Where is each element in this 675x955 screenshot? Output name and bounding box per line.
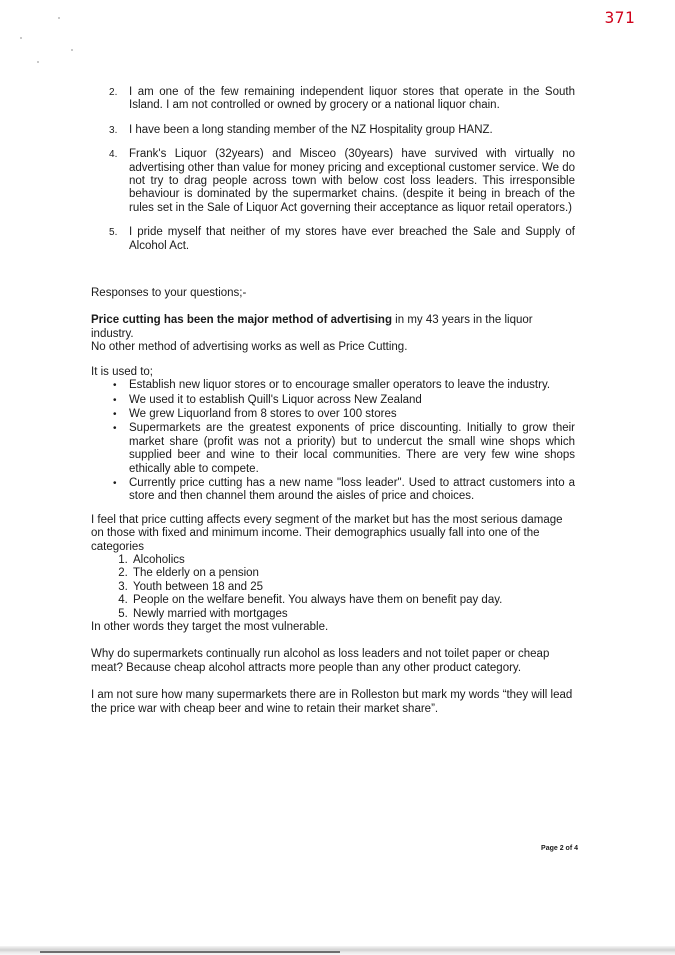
uses-item: • We grew Liquorland from 8 stores to over 100 stores bbox=[91, 408, 575, 421]
supermarket-paragraph: Why do supermarkets continually run alcohol as loss leaders and not toilet paper or cheap meat? Because cheap alcohol attracts more people than any other product category. bbox=[91, 648, 550, 674]
uses-bullet-list bbox=[91, 379, 575, 504]
category-item: 5. Newly married with mortgages bbox=[131, 608, 575, 621]
category-item: 2. The elderly on a pension bbox=[131, 567, 575, 580]
price-cutting-bold: Price cutting has been the major method of advertising bbox=[91, 314, 392, 327]
target-line: In other words they target the most vulnerable. bbox=[91, 621, 329, 633]
intro-item: I am one of the few remaining independent liquor stores that operate in the South Island. I am not controlled or owned by grocery or a national liquor chain. bbox=[129, 86, 575, 112]
used-to-label: It is used to; bbox=[91, 365, 154, 378]
page-stamp-number: 371 bbox=[604, 8, 635, 27]
responses-heading: Responses to your questions;- bbox=[91, 287, 247, 300]
uses-item: • We used it to establish Quill's Liquor across New Zealand bbox=[91, 394, 575, 407]
price-cutting-rest: in my 43 years in the liquor industry. bbox=[91, 314, 533, 340]
category-item: 4. People on the welfare benefit. You always have them on benefit pay day. bbox=[131, 594, 575, 607]
intro-item: Frank's Liquor (32years) and Misceo (30years) have survived with virtually no advertising other than value for money pricing and exceptional customer service. We do not try to drag people across town with below cost loss leaders. This irresponsible behaviour is dominated by the supermarket chains. (despite it being in breach of the rules set in the Sale of Liquor Act governing their acceptance as liquor retail operators.) bbox=[129, 148, 575, 214]
document-body bbox=[91, 86, 575, 716]
intro-numbered-list bbox=[91, 86, 575, 253]
price-cutting-second-line: No other method of advertising works as well as Price Cutting. bbox=[91, 341, 408, 354]
category-item: 3. Youth between 18 and 25 bbox=[131, 581, 575, 594]
intro-item: I have been a long standing member of the NZ Hospitality group HANZ. bbox=[129, 123, 493, 136]
feel-paragraph: I feel that price cutting affects every segment of the market but has the most serious damage on those with fixed and minimum income. Their demographics usually fall into one of the categories bbox=[91, 513, 563, 553]
scan-bottom-edge-shadow bbox=[40, 951, 340, 953]
categories-list bbox=[91, 554, 575, 621]
uses-item: • Establish new liquor stores or to encourage smaller operators to leave the industry. bbox=[91, 379, 575, 392]
intro-item: I pride myself that neither of my stores have ever breached the Sale and Supply of Alcohol Act. bbox=[129, 226, 575, 252]
category-item: 1. Alcoholics bbox=[131, 554, 575, 567]
price-cutting-paragraph bbox=[91, 314, 575, 341]
page-number: Page 2 of 4 bbox=[541, 845, 578, 852]
rolleston-paragraph: I am not sure how many supermarkets there are in Rolleston but mark my words “they will lead the price war with cheap beer and wine to retain their market share”. bbox=[91, 689, 573, 715]
uses-item: • Supermarkets are the greatest exponents of price discounting. Initially to grow their market share (profit was not a priority) but to undercut the small wine shops which supplied beer and wine to their local communities. There are very few wine shops ethically able to compete. bbox=[91, 422, 575, 476]
uses-item: • Currently price cutting has a new name "loss leader". Used to attract customers into a store and then channel them around the aisles of price and choices. bbox=[91, 477, 575, 504]
